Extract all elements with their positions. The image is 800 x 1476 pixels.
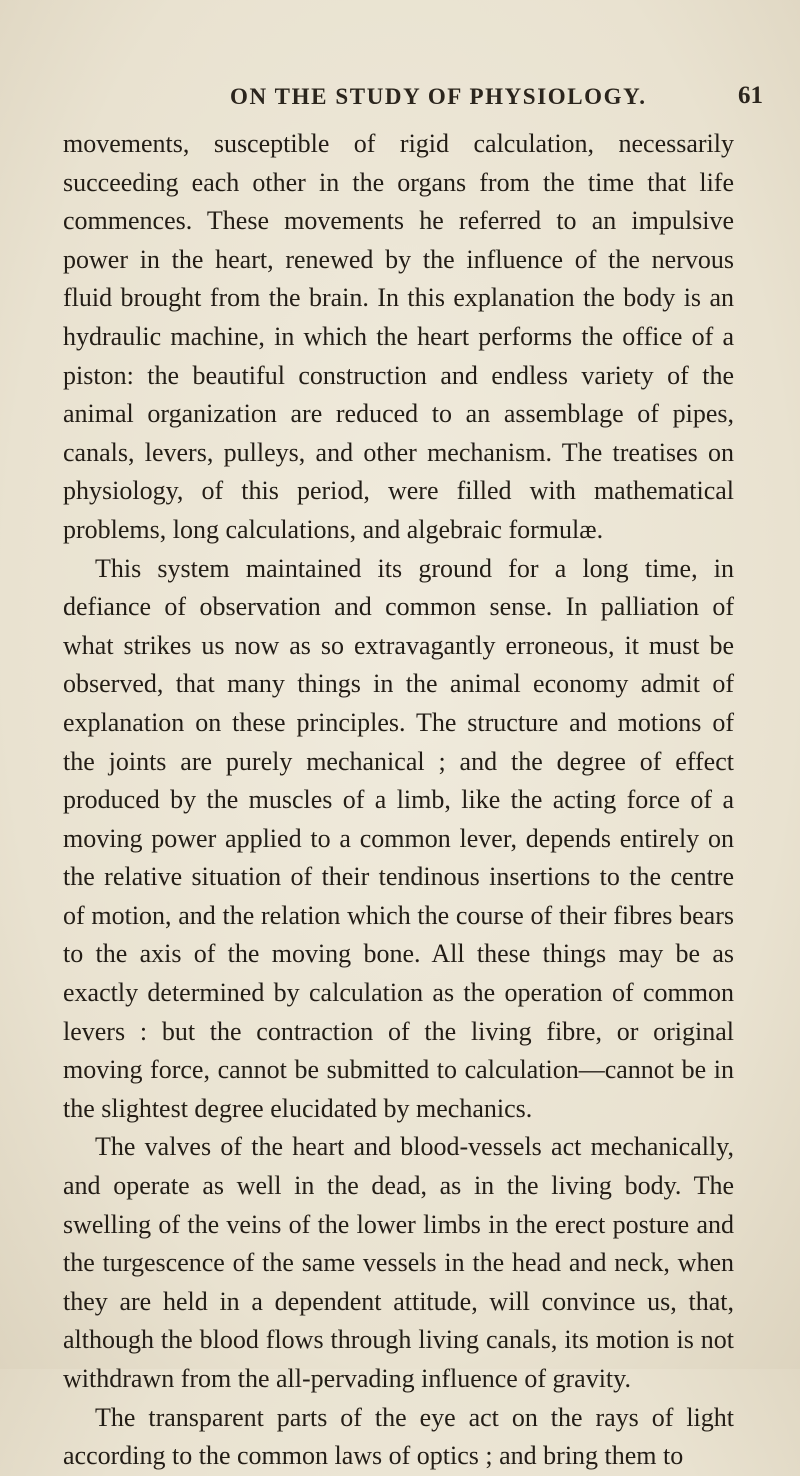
page-number: 61 xyxy=(738,82,763,109)
running-head: ON THE STUDY OF PHYSIOLOGY. xyxy=(230,84,647,109)
paragraph-valves: The valves of the heart and blood-vessels act mechanically, and operate as well in the dead, as in the living body. The swelling of the veins of the lower limbs in the erect posture and the turgescence of the same vessels in the head and neck, when they are held in a dependent attitude, will convince us, that, although the blood flows through living canals, its motion is not withdrawn from the all-pervading influence of gravity. xyxy=(63,1132,734,1393)
body-text xyxy=(63,125,734,1476)
paragraph-eye: The transparent parts of the eye act on the rays of light according to the common laws of optics ; and bring them to xyxy=(63,1402,734,1471)
paragraph-system: This system maintained its ground for a long time, in defiance of observation and common sense. In palliation of what strikes us now as so extravagantly erroneous, it must be observed, that many things in the animal economy admit of explanation on these principles. The structure and motions of the joints are purely mechanical ; and the degree of effect produced by the muscles of a limb, like the acting force of a moving power applied to a common lever, depends entirely on the relative situation of their tendinous insertions to the centre of motion, and the relation which the course of their fibres bears to the axis of the moving bone. All these things may be as exactly determined by calculation as the operation of common levers : but the contraction of the living fibre, or original moving force, cannot be submitted to calculation—cannot be in the slightest degree elucidated by mechanics. xyxy=(63,553,734,1123)
paragraph-continued: movements, susceptible of rigid calculation, necessarily succeeding each other in the organs from the time that life commences. These movements he referred to an impulsive power in the heart, renewed by the influence of the nervous fluid brought from the brain. In this explanation the body is an hydraulic machine, in which the heart performs the office of a piston: the beautiful construction and endless variety of the animal organization are reduced to an assemblage of pipes, canals, levers, pulleys, and other mechanism. The treatises on physiology, of this period, were filled with mathematical problems, long calculations, and algebraic formulæ. xyxy=(63,129,734,544)
